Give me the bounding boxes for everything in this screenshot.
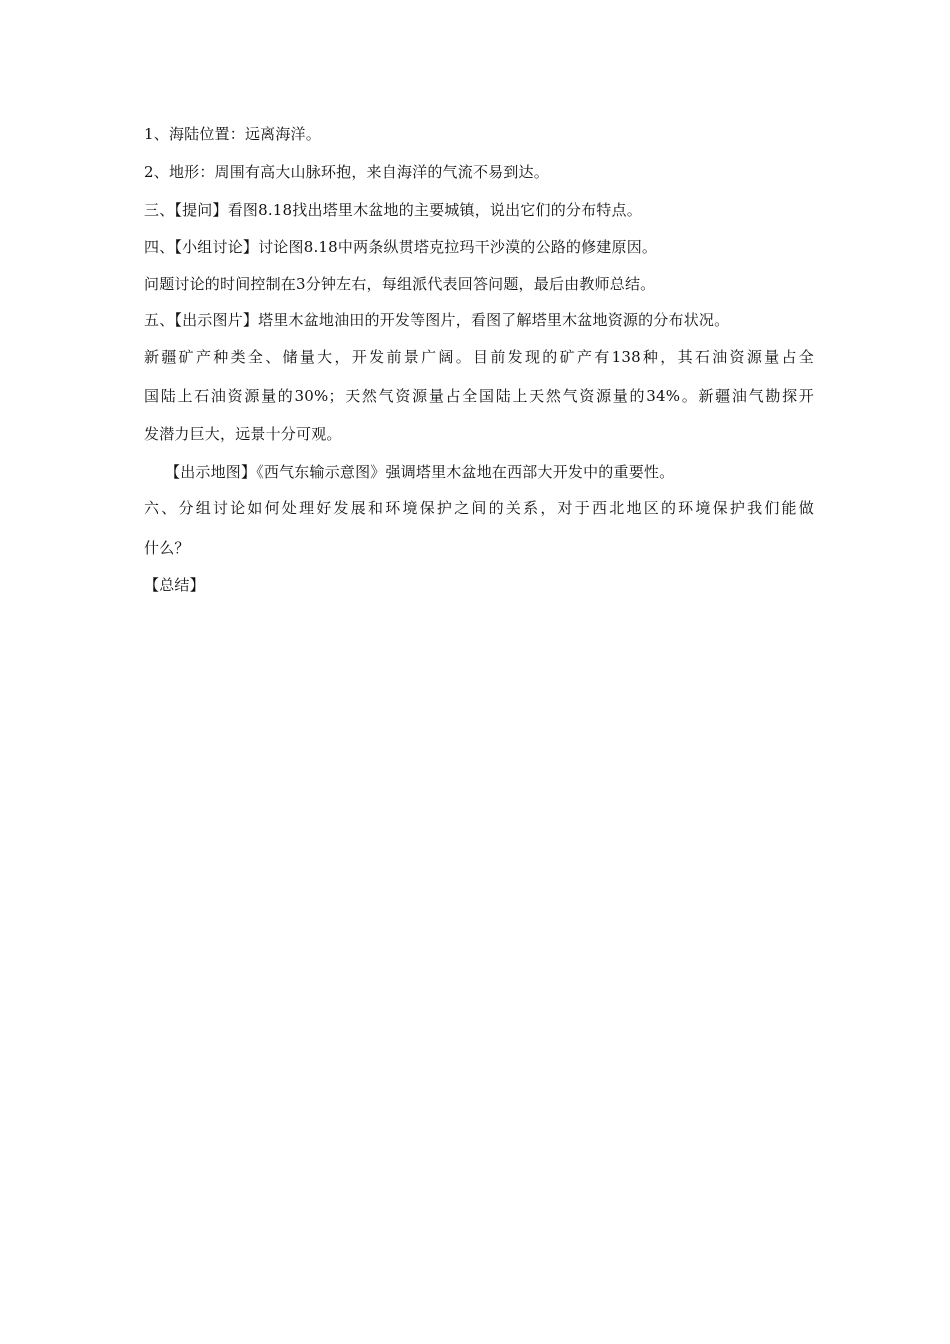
paragraph-xinjiang-minerals-line1: 新疆矿产种类全、储量大，开发前景广阔。目前发现的矿产有138种，其石油资源量占全 <box>144 348 814 366</box>
paragraph-terrain: 2、地形：周围有高大山脉环抱，来自海洋的气流不易到达。 <box>144 163 549 181</box>
paragraph-environment-discussion-line1: 六、分组讨论如何处理好发展和环境保护之间的关系，对于西北地区的环境保护我们能做 <box>144 499 814 517</box>
paragraph-environment-discussion-line2: 什么？ <box>144 539 190 557</box>
heading-summary: 【总结】 <box>144 576 205 594</box>
paragraph-question-towns: 三、【提问】看图8.18找出塔里木盆地的主要城镇，说出它们的分布特点。 <box>144 201 642 219</box>
paragraph-xinjiang-minerals-line3: 发潜力巨大，远景十分可观。 <box>144 425 342 443</box>
paragraph-sea-land-position: 1、海陆位置：远离海洋。 <box>144 125 321 143</box>
paragraph-group-discussion: 四、【小组讨论】讨论图8.18中两条纵贯塔克拉玛干沙漠的公路的修建原因。 <box>144 238 658 256</box>
paragraph-show-map: 【出示地图】《西气东输示意图》强调塔里木盆地在西部大开发中的重要性。 <box>165 463 675 481</box>
paragraph-show-pictures: 五、【出示图片】塔里木盆地油田的开发等图片，看图了解塔里木盆地资源的分布状况。 <box>144 311 730 329</box>
paragraph-discussion-time: 问题讨论的时间控制在3分钟左右，每组派代表回答问题，最后由教师总结。 <box>144 275 656 293</box>
paragraph-xinjiang-minerals-line2: 国陆上石油资源量的30%；天然气资源量占全国陆上天然气资源量的34%。新疆油气勘探开 <box>144 387 814 405</box>
